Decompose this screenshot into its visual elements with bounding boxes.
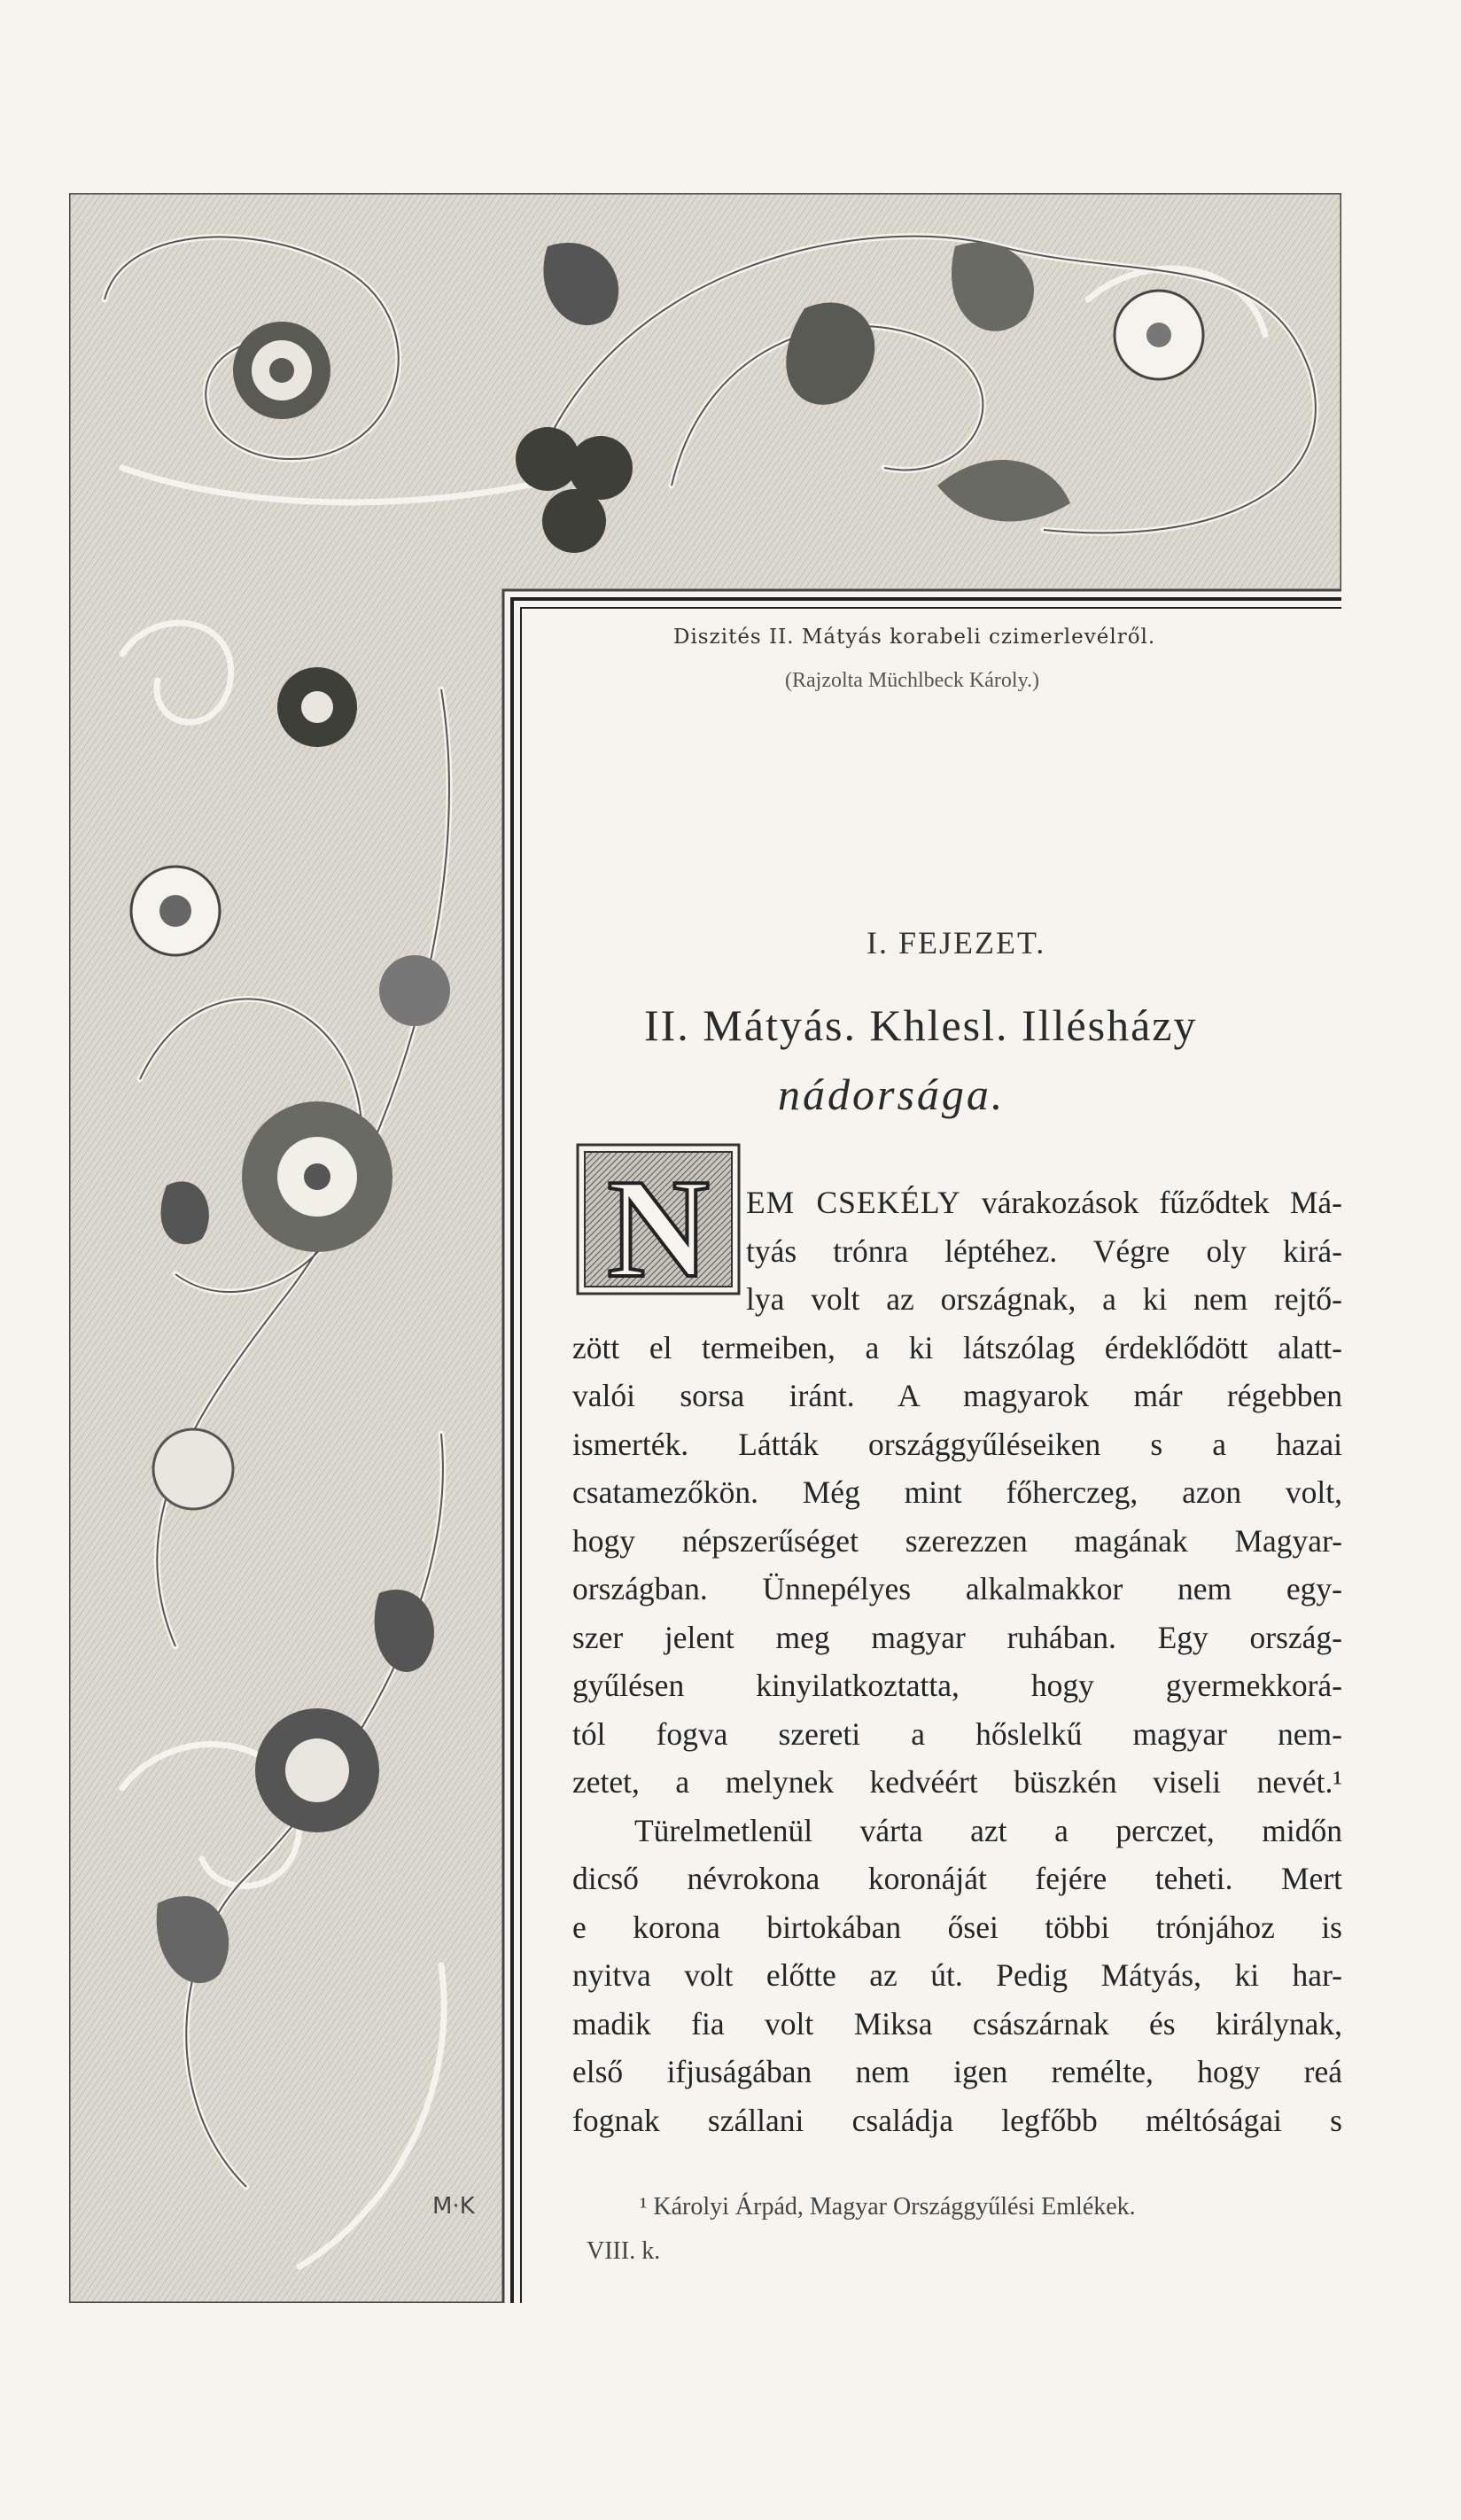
body-line: nyitva volt előtte az út. Pedig Mátyás, ki har-	[572, 1957, 1342, 1993]
body-line: Türelmetlenül várta azt a perczet, midőn	[634, 1812, 1342, 1848]
body-line: országban. Ünnepélyes alkalmakkor nem egy-	[572, 1571, 1342, 1606]
illustration-caption: Diszités II. Mátyás korabeli czimerlevélről.	[673, 626, 1156, 649]
artist-signature: M·K	[432, 2193, 475, 2220]
body-line: lya volt az országnak, a ki nem rejtő-	[746, 1281, 1342, 1317]
body-line: valói sorsa iránt. A magyarok már régebben	[572, 1378, 1342, 1413]
body-line: csatamezőkön. Még mint főherczeg, azon volt,	[572, 1474, 1342, 1510]
body-line: tól fogva szereti a hőslelkű magyar nem-	[572, 1715, 1342, 1752]
body-line: dicső névrokona koronáját fejére teheti. Mert	[572, 1861, 1342, 1896]
chapter-title-line1: II. Mátyás. Khlesl. Illésházy	[644, 1000, 1198, 1050]
body-line: első ifjuságában nem igen remélte, hogy reá	[572, 2054, 1342, 2089]
body-line: zött el termeiben, a ki látszólag érdeklődött alatt-	[572, 1329, 1342, 1365]
body-line: madik fia volt Miksa császárnak és királynak,	[572, 2005, 1342, 2042]
footnote	[587, 2185, 1344, 2274]
body-line: EM CSEKÉLY várakozások fűződtek Má-	[746, 1185, 1342, 1220]
illustration-credit: (Rajzolta Müchlbeck Károly.)	[785, 669, 1040, 692]
body-text	[572, 1178, 1342, 2144]
initial-letter: N	[607, 1149, 710, 1295]
body-line: e korona birtokában ősei többi trónjához is	[572, 1909, 1342, 1945]
footnote-line: VIII. k.	[587, 2237, 661, 2265]
body-line: tyás trónra léptéhez. Végre oly kirá-	[746, 1233, 1342, 1269]
chapter-number: I. FEJEZET.	[866, 925, 1046, 961]
body-line: zetet, a melynek kedvéért büszkén viseli nevét.¹	[572, 1764, 1342, 1800]
body-line: ismerték. Látták országgyűléseiken s a hazai	[572, 1426, 1342, 1462]
body-line: hogy népszerűséget szerezzen magának Magyar-	[572, 1522, 1342, 1559]
body-line: gyűlésen kinyilatkoztatta, hogy gyermekkorá-	[572, 1668, 1342, 1703]
chapter-title-line2: nádorsága.	[778, 1069, 1006, 1119]
footnote-line: ¹ Károlyi Árpád, Magyar Országgyűlési Emlékek.	[640, 2193, 1136, 2221]
body-line: fognak szállani családja legfőbb méltóságai s	[572, 2102, 1342, 2138]
body-line: szer jelent meg magyar ruhában. Egy ország-	[572, 1619, 1342, 1655]
